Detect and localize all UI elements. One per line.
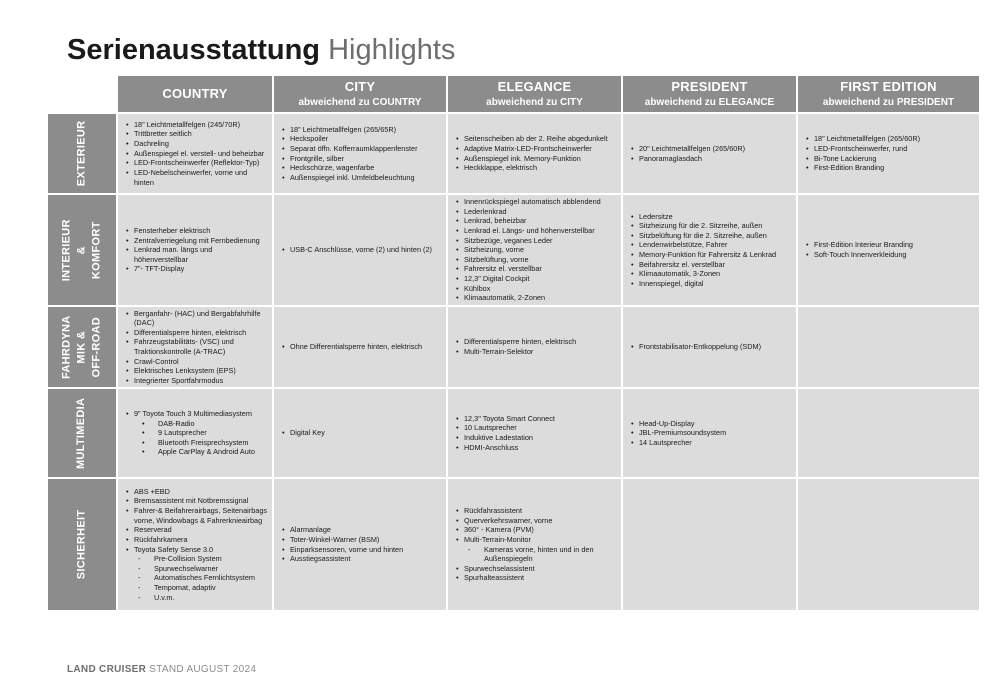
row-header-line: INTERIEUR — [60, 219, 73, 281]
row-header-line: MIK & — [75, 330, 88, 364]
footer-date: STAND AUGUST 2024 — [149, 664, 257, 675]
column-header-country — [118, 76, 272, 112]
row-header-multimedia — [48, 389, 116, 477]
feature-list — [280, 525, 403, 564]
row-header-label — [75, 121, 90, 187]
feature-item: • Sitzbelüftung für die 2. Sitzreihe, außen — [639, 231, 776, 241]
feature-item: • 20" Leichtmetallfelgen (265/60R) — [639, 144, 745, 154]
feature-item: • Heckklappe, elektrisch — [464, 163, 608, 173]
feature-item: • Innenspiegel, digital — [639, 279, 776, 289]
row-header-line: EXTERIEUR — [75, 120, 88, 187]
feature-item: • Memory-Funktion für Fahrersitz & Lenkrad — [639, 250, 776, 260]
feature-list — [454, 414, 555, 453]
feature-item: • Sitzheizung für die 2. Sitzreihe, außen — [639, 221, 776, 231]
feature-item: • Querverkehrswarner, vorne — [464, 516, 617, 526]
feature-item: - Automatisches Fernlichtsystem — [154, 573, 268, 583]
feature-list — [454, 197, 601, 303]
table-cell — [623, 389, 796, 477]
feature-item: • Lenkrad el. Längs- und höhenverstellbar — [464, 226, 601, 236]
feature-item: • Rückfahrassistent — [464, 506, 617, 516]
feature-item: • Adaptive Matrix-LED-Frontscheinwerfer — [464, 144, 608, 154]
table-cell — [798, 307, 979, 387]
row-header-line: & — [75, 245, 88, 255]
feature-item: • Heckspoiler — [290, 134, 418, 144]
table-cell — [118, 114, 272, 193]
table-cell — [623, 195, 796, 305]
feature-item: - Tempomat, adaptiv — [154, 583, 268, 593]
feature-item: • Ledersitze — [639, 212, 776, 222]
feature-list — [454, 134, 608, 173]
table-cell — [623, 114, 796, 193]
feature-item: • Trittbretter seitlich — [134, 129, 268, 139]
title-bold: Serienausstattung — [67, 34, 320, 66]
feature-item: - Kameras vorne, hinten und in den Außenspiegeln — [484, 545, 617, 564]
page-title — [67, 34, 455, 67]
feature-item: • LED-Frontscheinwerfer (Reflektor-Typ) — [134, 158, 268, 168]
feature-item: • Reserverad — [134, 525, 268, 535]
feature-item: • First-Edition Branding — [814, 163, 920, 173]
feature-item: • 18" Leichtmetallfelgen (265/60R) — [814, 134, 920, 144]
feature-item: • Multi-Terrain-Selektor — [464, 347, 576, 357]
feature-item: • Frontstabilisator-Entkoppelung (SDM) — [639, 342, 761, 352]
feature-item: • Innenrückspiegel automatisch abblendend — [464, 197, 601, 207]
feature-item: • Alarmanlage — [290, 525, 403, 535]
feature-item: • 12,3" Digital Cockpit — [464, 274, 601, 284]
feature-list — [280, 245, 432, 255]
feature-item: • Ohne Differentialsperre hinten, elektrisch — [290, 342, 422, 352]
feature-item: • Seitenscheiben ab der 2. Reihe abgedunkelt — [464, 134, 608, 144]
feature-item: • Toyota Safety Sense 3.0 — [134, 545, 268, 555]
feature-item: • Lederlenkrad — [464, 207, 601, 217]
feature-item: • Sitzbelüftung, vorne — [464, 255, 601, 265]
feature-item: • Differentialsperre hinten, elektrisch — [134, 328, 268, 338]
feature-item: • Digital Key — [290, 428, 325, 438]
feature-item: • Fahrersitz el. verstellbar — [464, 264, 601, 274]
feature-item: • Integrierter Sportfahrmodus — [134, 376, 268, 386]
column-title: PRESIDENT — [671, 78, 748, 94]
feature-list — [124, 226, 268, 274]
row-header-sicherheit — [48, 479, 116, 610]
row-header-label — [60, 315, 105, 379]
footer — [67, 664, 256, 675]
table-cell — [798, 114, 979, 193]
row-header-label — [75, 510, 90, 580]
table-cell — [623, 307, 796, 387]
feature-item: • Außenspiegel el. verstell- und beheizbar — [134, 149, 268, 159]
feature-item: • Lenkrad man. längs und höhenverstellbar — [134, 245, 268, 264]
feature-item: - Pre-Collision System — [154, 554, 268, 564]
row-header-label — [75, 397, 90, 468]
feature-item: • Heckschürze, wagenfarbe — [290, 163, 418, 173]
table-cell — [118, 195, 272, 305]
feature-list — [804, 240, 913, 259]
feature-item: • 18" Leichtmetallfelgen (245/70R) — [134, 120, 268, 130]
column-title: FIRST EDITION — [840, 78, 937, 94]
feature-item: • First-Edition Interieur Branding — [814, 240, 913, 250]
feature-item: • Bremsassistent mit Notbremssignal — [134, 496, 268, 506]
feature-item: • 14 Lautsprecher — [639, 438, 726, 448]
feature-item: • Sitzheizung, vorne — [464, 245, 601, 255]
feature-item: • 18" Leichtmetallfelgen (265/65R) — [290, 125, 418, 135]
row-header-fahrdynamik-offroad — [48, 307, 116, 387]
feature-list — [804, 134, 920, 173]
table-cell — [274, 195, 446, 305]
feature-list — [124, 487, 268, 603]
feature-item: • 10 Lautsprecher — [464, 423, 555, 433]
feature-list — [629, 144, 745, 163]
column-subtitle: abweichend zu ELEGANCE — [644, 96, 775, 108]
row-header-line: SICHERHEIT — [75, 509, 88, 580]
feature-item: • 360° - Kamera (PVM) — [464, 525, 617, 535]
column-title: ELEGANCE — [497, 78, 572, 94]
feature-list — [629, 212, 776, 289]
feature-item: • HDMI-Anschluss — [464, 443, 555, 453]
feature-item: • 9" Toyota Touch 3 Multimediasystem — [134, 409, 255, 419]
table-cell — [118, 307, 272, 387]
feature-item: • Fensterheber elektrisch — [134, 226, 268, 236]
column-title: CITY — [344, 78, 376, 94]
row-header-line: FAHRDYNA — [60, 315, 73, 379]
feature-list — [124, 309, 268, 386]
title-light: Highlights — [328, 34, 456, 66]
feature-list — [124, 409, 255, 457]
table-corner — [48, 76, 116, 112]
feature-item: • Separat öffn. Kofferraumklappenfenster — [290, 144, 418, 154]
feature-item: • Rückfahrkamera — [134, 535, 268, 545]
feature-item: • 9 Lautsprecher — [158, 428, 255, 438]
row-header-interieur-komfort — [48, 195, 116, 305]
table-cell — [798, 389, 979, 477]
feature-item: • Bi-Tone Lackierung — [814, 154, 920, 164]
feature-item: • Einparksensoren, vorne und hinten — [290, 545, 403, 555]
feature-item: • Lendenwirbelstütze, Fahrer — [639, 240, 776, 250]
table-cell — [274, 307, 446, 387]
column-subtitle: abweichend zu PRESIDENT — [822, 96, 955, 108]
feature-item: • Spurhalteassistent — [464, 573, 617, 583]
feature-item: • Frontgrille, silber — [290, 154, 418, 164]
feature-item: • Lenkrad, beheizbar — [464, 216, 601, 226]
table-cell — [274, 114, 446, 193]
feature-item: • Ausstiegsassistent — [290, 554, 403, 564]
column-header-president — [623, 76, 796, 112]
feature-item: • Fahrzeugstabilitäts- (VSC) und Traktionskontrolle (A-TRAC) — [134, 337, 268, 356]
feature-item: • Multi-Terrain-Monitor — [464, 535, 617, 545]
table-cell — [448, 307, 621, 387]
column-title: COUNTRY — [162, 85, 228, 101]
feature-item: • Fahrer-& Beifahrerairbags, Seitenairbags vorne, Windowbags & Fahrerknieairbag — [134, 506, 268, 525]
feature-list — [454, 337, 576, 356]
row-header-line: MULTIMEDIA — [75, 397, 88, 469]
feature-item: • USB-C Anschlüsse, vorne (2) und hinten (2) — [290, 245, 432, 255]
feature-item: • Klimaautomatik, 2-Zonen — [464, 293, 601, 303]
feature-item: • Berganfahr- (HAC) und Bergabfahrhilfe (DAC) — [134, 309, 268, 328]
feature-list — [280, 428, 325, 438]
table-cell — [448, 479, 621, 610]
feature-item: • Dachreling — [134, 139, 268, 149]
table-cell — [118, 479, 272, 610]
feature-item: • Differentialsperre hinten, elektrisch — [464, 337, 576, 347]
table-cell — [448, 389, 621, 477]
feature-item: • Klimaautomatik, 3-Zonen — [639, 269, 776, 279]
feature-item: • Kühlbox — [464, 284, 601, 294]
feature-item: • Zentralverriegelung mit Fernbedienung — [134, 236, 268, 246]
feature-item: • Beifahrersitz el. verstellbar — [639, 260, 776, 270]
feature-list — [629, 342, 761, 352]
feature-list — [629, 419, 726, 448]
column-subtitle: abweichend zu CITY — [486, 96, 583, 108]
table-cell — [448, 195, 621, 305]
row-header-exterieur — [48, 114, 116, 193]
feature-item: • Panoramaglasdach — [639, 154, 745, 164]
table-cell — [118, 389, 272, 477]
feature-item: • Sitzbezüge, veganes Leder — [464, 236, 601, 246]
feature-item: • 7"- TFT-Display — [134, 264, 268, 274]
feature-list — [280, 125, 418, 183]
row-header-label — [60, 219, 105, 281]
feature-item: • Head-Up-Display — [639, 419, 726, 429]
feature-item: • Induktive Ladestation — [464, 433, 555, 443]
feature-item: • LED-Nebelscheinwerfer, vorne und hinten — [134, 168, 268, 187]
feature-item: • Crawl-Control — [134, 357, 268, 367]
feature-item: • ABS +EBD — [134, 487, 268, 497]
feature-item: • Elektrisches Lenksystem (EPS) — [134, 366, 268, 376]
feature-item: • 12,3" Toyota Smart Connect — [464, 414, 555, 424]
feature-item: • Toter-Winkel-Warner (BSM) — [290, 535, 403, 545]
feature-item: • Außenspiegel inkl. Umfeldbeleuchtung — [290, 173, 418, 183]
column-header-elegance — [448, 76, 621, 112]
table-cell — [798, 479, 979, 610]
equipment-table — [48, 76, 979, 610]
column-header-city — [274, 76, 446, 112]
footer-model: LAND CRUISER — [67, 664, 147, 675]
feature-item: • JBL-Premiumsoundsystem — [639, 428, 726, 438]
feature-item: • Spurwechselassistent — [464, 564, 617, 574]
feature-item: - Spurwechselwarner — [154, 564, 268, 574]
feature-item: • LED-Frontscheinwerfer, rund — [814, 144, 920, 154]
feature-item: • DAB-Radio — [158, 419, 255, 429]
feature-item: • Außenspiegel ink. Memory-Funktion — [464, 154, 608, 164]
column-header-first-edition — [798, 76, 979, 112]
feature-item: • Bluetooth Freisprechsystem — [158, 438, 255, 448]
table-cell — [448, 114, 621, 193]
column-subtitle: abweichend zu COUNTRY — [298, 96, 422, 108]
row-header-line: OFF-ROAD — [90, 316, 103, 378]
feature-list — [280, 342, 422, 352]
row-header-line: KOMFORT — [90, 221, 103, 279]
table-cell — [623, 479, 796, 610]
table-cell — [274, 389, 446, 477]
feature-list — [124, 120, 268, 187]
table-cell — [274, 479, 446, 610]
feature-list — [454, 506, 617, 583]
feature-item: • Apple CarPlay & Android Auto — [158, 447, 255, 457]
feature-item: • Soft-Touch Innenverkleidung — [814, 250, 913, 260]
feature-item: - U.v.m. — [154, 593, 268, 603]
table-cell — [798, 195, 979, 305]
